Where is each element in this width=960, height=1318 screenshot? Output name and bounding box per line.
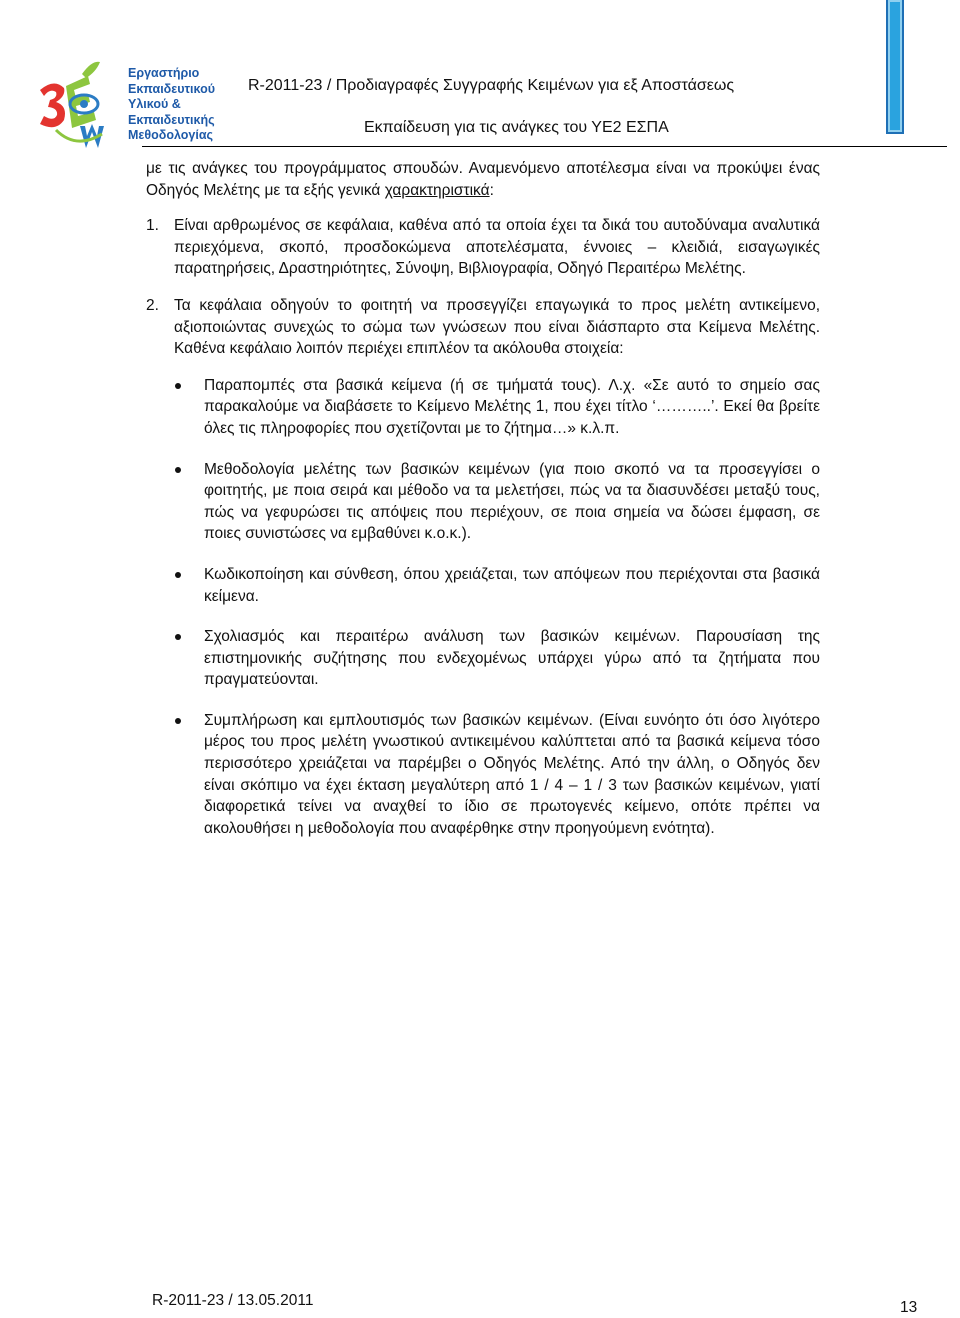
bullet-item: Σχολιασμός και περαιτέρω ανάλυση των βασικών κειμένων. Παρουσίαση της επιστημονικής συζήτησης που ενδεχομένως υπάρχει γύρω από τα ζητήματα που πραγματεύονται. xyxy=(146,626,820,691)
item-text: Τα κεφάλαια οδηγούν το φοιτητή να προσεγγίζει επαγωγικά το προς μελέτη αντικείμενο, αξιοποιώντας συνεχώς το σώμα των γνώσεων που είναι διάσπαρτο στα Κείμενα Μελέτης. Καθένα κεφάλαιο λοιπόν περιέχει επιπλέον τα ακόλουθα στοιχεία: xyxy=(174,296,820,358)
logo-emblem-icon xyxy=(36,60,136,154)
bullet-item: Κωδικοποίηση και σύνθεση, όπου χρειάζεται, των απόψεων που περιέχονται στα βασικά κείμενα. xyxy=(146,564,820,607)
logo-line: Εργαστήριο xyxy=(128,66,200,80)
bullet-item: Παραπομπές στα βασικά κείμενα (ή σε τμήματά τους). Λ.χ. «Σε αυτό το σημείο σας παρακαλούμε να διαβάσετε το Κείμενο Μελέτης 1, που έχει τίτλο ‘………..’. Εκεί θα βρείτε όλες τις πληροφορίες που σχετίζονται με το ζήτημα…» κ.λ.π. xyxy=(146,375,820,440)
document-body xyxy=(146,158,820,858)
item-number: 1. xyxy=(146,217,159,235)
header-title: R-2011-23 / Προδιαγραφές Συγγραφής Κειμένων για εξ Αποστάσεως xyxy=(248,77,735,94)
logo-line: Μεθοδολογίας xyxy=(128,128,213,142)
intro-end: : xyxy=(489,181,494,199)
bullet-list xyxy=(146,375,820,840)
item-text: Είναι αρθρωμένος σε κεφάλαια, καθένα από τα οποία έχει τα δικά του αυτοδύναμα αναλυτικά περιεχόμενα, σκοπό, προσδοκώμενα αποτελέσματα, έννοιες – κλειδιά, εισαγωγικές παρατηρήσεις, Δραστηριότητες, Σύνοψη, Βιβλιογραφία, Οδηγό Περαιτέρω Μελέτης. xyxy=(174,217,820,278)
bullet-item: Συμπλήρωση και εμπλουτισμός των βασικών κειμένων. (Είναι ευνόητο ότι όσο λιγότερο μέρος του προς μελέτη γνωστικού αντικειμένου καλύπτεται από τα βασικά κείμενα τόσο περισσότερο χρειάζεται να παρέμβει ο Οδηγός Μελέτης. Από την άλλη, ο Οδηγός δεν είναι σκόπιμο να έχει έκταση μεγαλύτερη από 1 / 4 – 1 / 3 των βασικών κειμένων, γιατί διαφορετικά τείνει να αναχθεί το ίδιο σε πρωτογενές κείμενο, οπότε πρέπει να ακολουθήσει η μεθοδολογία που αναφέρθηκε στην προηγούμενη ενότητα). xyxy=(146,710,820,840)
logo-text xyxy=(128,66,228,144)
bullet-item: Μεθοδολογία μελέτης των βασικών κειμένων (για ποιο σκοπό να τα προσεγγίσει ο φοιτητής, με ποια σειρά και μέθοδο να τα μελετήσει, πώς να τα διασυνδέσει μεταξύ τους, πώς να γεφυρώσει τις απόψεις που περιέχουν, σε ποια σημεία να δώσει έμφαση, σε ποιες συνιστώσες να εμβαθύνει κ.ο.κ.). xyxy=(146,459,820,545)
footer-page-number: 13 xyxy=(900,1299,918,1316)
intro-underlined-word: χαρακτηριστικά xyxy=(384,181,490,199)
numbered-item-2 xyxy=(146,295,820,360)
lab-logo xyxy=(36,60,216,154)
intro-text: με τις ανάγκες του προγράμματος σπουδών. Αναμενόμενο αποτέλεσμα είναι να προκύψει ένας Οδηγός Μελέτης με τα εξής γενικά xyxy=(146,160,820,199)
numbered-item-1 xyxy=(146,215,820,280)
logo-line: Υλικού & xyxy=(128,97,181,111)
logo-line: Εκπαιδευτικού xyxy=(128,81,215,96)
footer-doc-ref: R-2011-23 / 13.05.2011 xyxy=(152,1292,314,1309)
logo-line: Εκπαιδευτικής xyxy=(128,112,215,127)
intro-paragraph xyxy=(146,158,820,201)
header-subtitle: Εκπαίδευση για τις ανάγκες του ΥΕ2 ΕΣΠΑ xyxy=(364,119,669,136)
item-number: 2. xyxy=(146,296,159,314)
header-divider xyxy=(142,146,947,147)
side-accent-bar xyxy=(886,0,904,134)
